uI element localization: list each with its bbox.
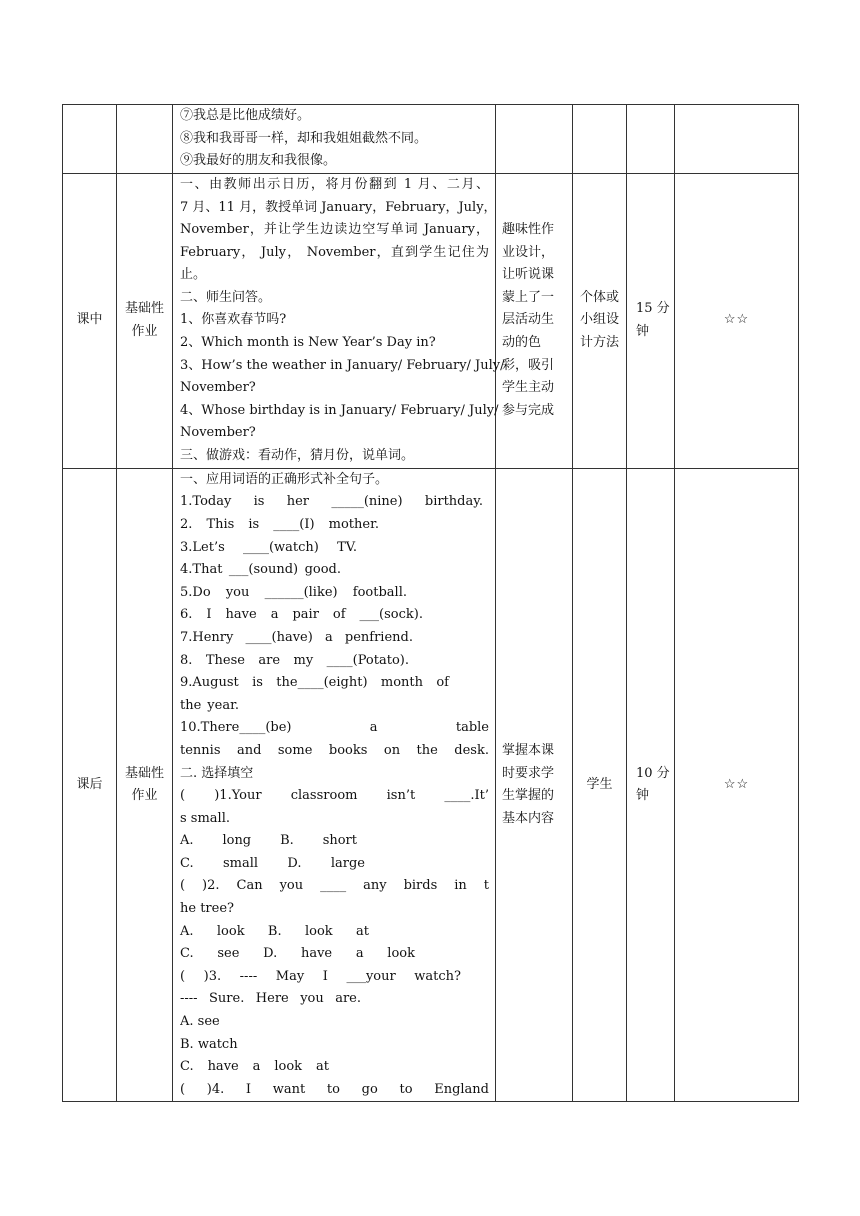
content-line: February， July， November，直到学生记住为: [180, 244, 489, 260]
content-line: A. look B. look at: [180, 923, 369, 939]
content-line: A. long B. short: [180, 833, 357, 849]
time-cell: 10 分钟: [627, 468, 675, 1102]
content-line: November?: [180, 380, 256, 396]
intent-cell: 掌握本课时要求学生掌握的基本内容: [496, 468, 573, 1102]
table-row: [63, 468, 799, 1102]
stage-cell: 课中: [63, 173, 117, 468]
rating-cell: ☆☆: [675, 468, 799, 1102]
content-line: ⑨我最好的朋友和我很像。: [180, 153, 337, 169]
method-cell: 学生: [573, 468, 627, 1102]
content-line: 3.Let’s ____(watch) TV.: [180, 539, 357, 555]
method-cell: 个体或小组设计方法: [573, 173, 627, 468]
stage-cell: 课后: [63, 468, 117, 1102]
content-cell: [173, 105, 496, 174]
content-line: 一、应用词语的正确形式补全句子。: [180, 471, 389, 487]
lesson-plan-table: [62, 104, 799, 1102]
content-line: A. see: [180, 1014, 220, 1030]
time-cell: [627, 105, 675, 174]
table-row: [63, 105, 799, 174]
content-line: tennis and some books on the desk.: [180, 742, 489, 758]
content-line: 1.Today is her _____(nine) birthday.: [180, 494, 483, 510]
type-cell: 基础性作业: [117, 173, 173, 468]
time-cell: 15 分钟: [627, 173, 675, 468]
content-line: November，并让学生边读边空写单词 January，: [180, 222, 489, 238]
content-line: ( )4. I want to go to England: [180, 1081, 489, 1097]
method-cell: [573, 105, 627, 174]
content-line: B. watch: [180, 1036, 238, 1052]
content-line: 止。: [180, 267, 207, 283]
content-line: 三、做游戏：看动作，猜月份，说单词。: [180, 448, 415, 464]
content-line: 二、师生问答。: [180, 289, 272, 305]
intent-cell: [496, 105, 573, 174]
content-line: 9.August is the____(eight) month of: [180, 675, 449, 691]
content-line: ( )1.Your classroom isn’t ____.It’: [180, 788, 489, 804]
content-line: 2、Which month is New Year’s Day in?: [180, 335, 436, 351]
content-line: 1、你喜欢春节吗?: [180, 312, 287, 328]
content-line: ---- Sure. Here you are.: [180, 991, 361, 1007]
stage-cell: [63, 105, 117, 174]
content-cell: [173, 468, 496, 1102]
content-line: the year.: [180, 697, 239, 713]
intent-cell: 趣味性作业设计，让听说课蒙上了一层活动生动的色彩，吸引学生主动参与完成: [496, 173, 573, 468]
content-line: 6. I have a pair of ___(sock).: [180, 607, 423, 623]
content-line: 5.Do you ______(like) football.: [180, 584, 407, 600]
type-cell: [117, 105, 173, 174]
rating-cell: ☆☆: [675, 173, 799, 468]
content-line: he tree?: [180, 901, 234, 917]
content-line: ⑧我和我哥哥一样，却和我姐姐截然不同。: [180, 130, 428, 146]
content-line: C. small D. large: [180, 855, 365, 871]
content-line: 3、How’s the weather in January/ February/ July/: [180, 357, 505, 373]
content-line: s small.: [180, 810, 231, 826]
content-line: 8. These are my ____(Potato).: [180, 652, 409, 668]
content-line: 二. 选择填空: [180, 765, 254, 781]
table-row: [63, 173, 799, 468]
content-line: 4.That ___(sound) good.: [180, 562, 341, 578]
content-line: 7.Henry ____(have) a penfriend.: [180, 629, 413, 645]
content-line: 7 月、11 月，教授单词 January，February，July，: [180, 199, 497, 215]
content-line: 2. This is ____(I) mother.: [180, 516, 379, 532]
content-line: C. have a look at: [180, 1059, 329, 1075]
content-line: ( )3. ---- May I ___your watch?: [180, 968, 461, 984]
content-line: 4、Whose birthday is in January/ February/ July/: [180, 402, 499, 418]
content-line: 10.There____(be) a table: [180, 720, 489, 736]
rating-cell: [675, 105, 799, 174]
type-cell: 基础性作业: [117, 468, 173, 1102]
content-cell: [173, 173, 505, 468]
content-line: November?: [180, 425, 256, 441]
content-line: ⑦我总是比他成绩好。: [180, 108, 311, 123]
content-line: ( )2. Can you ____ any birds in t: [180, 878, 489, 894]
content-line: C. see D. have a look: [180, 946, 415, 962]
content-line: 一、由教师出示日历，将月份翻到 1 月、二月、: [180, 176, 489, 192]
